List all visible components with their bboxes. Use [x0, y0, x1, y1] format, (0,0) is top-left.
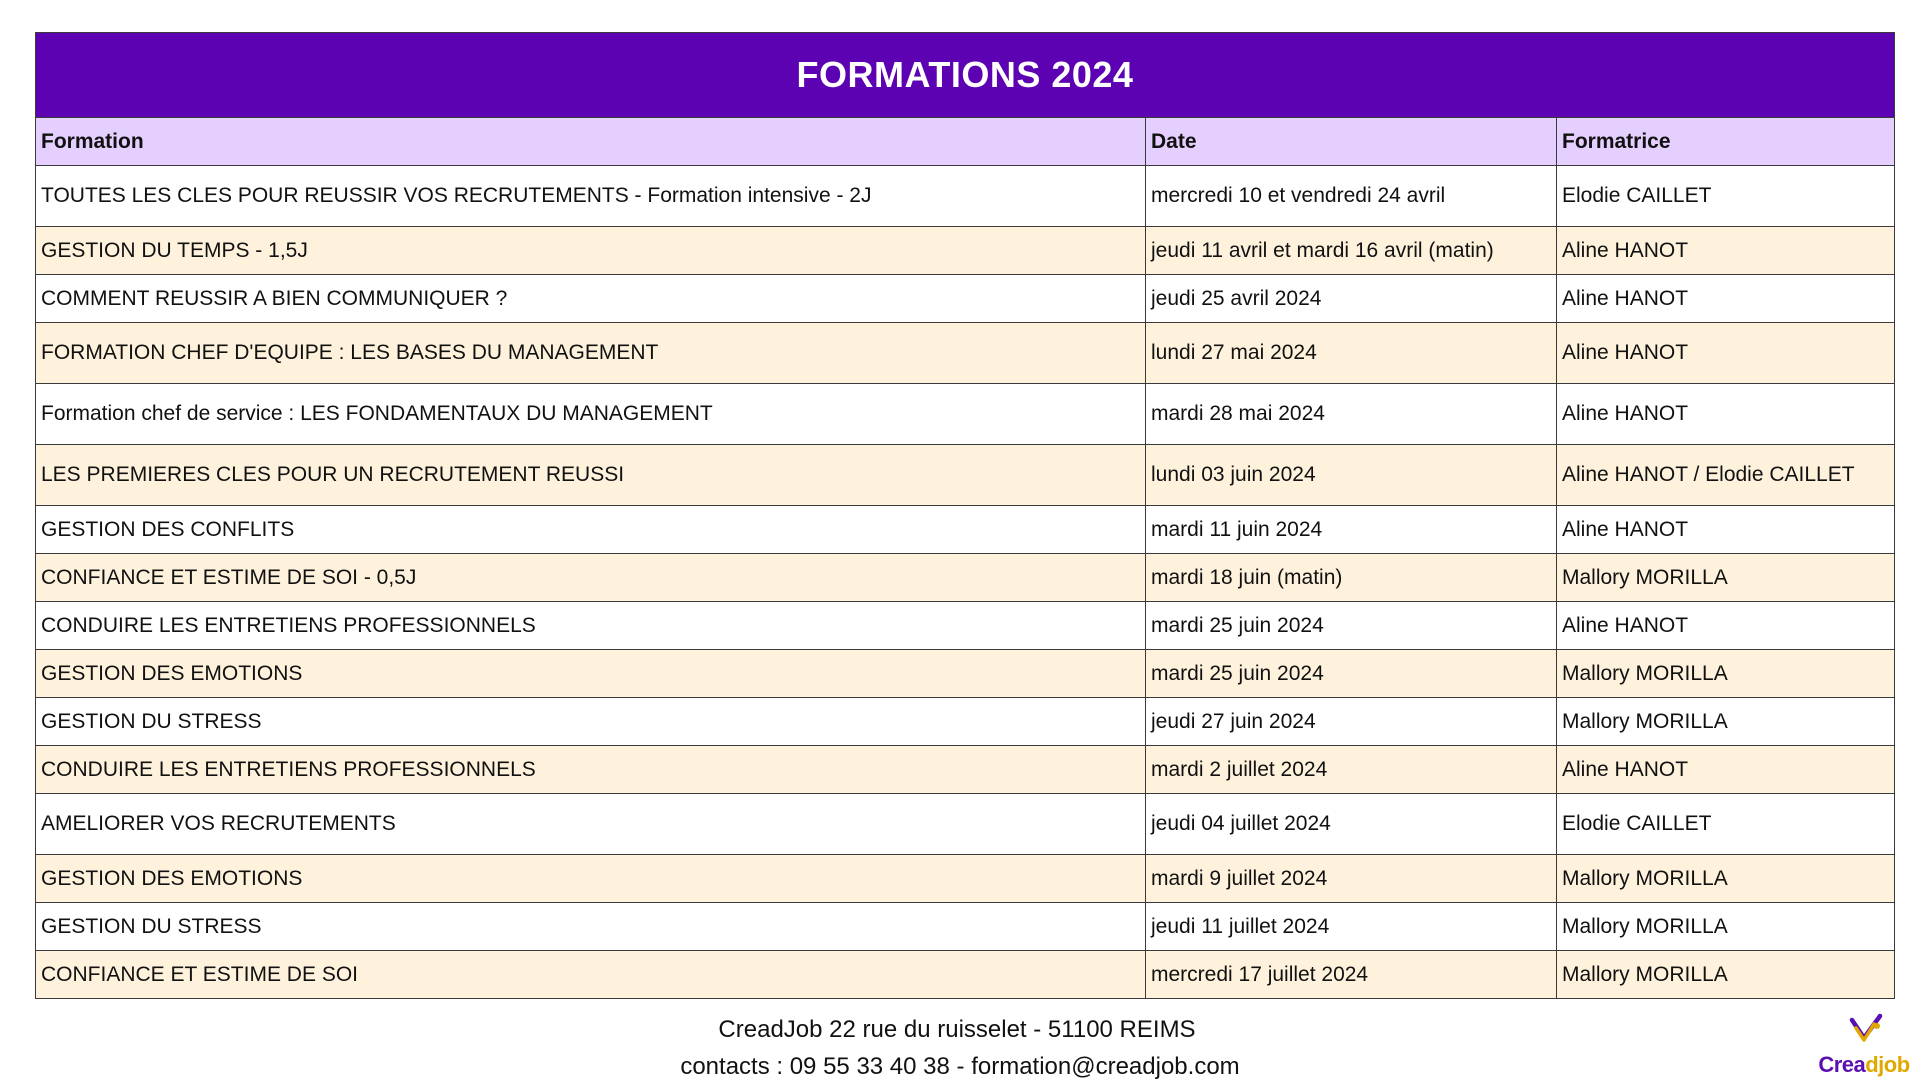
creadjob-logo [1814, 1012, 1914, 1078]
cell-date: mardi 18 juin (matin) [1146, 554, 1557, 602]
cell-formatrice: Mallory MORILLA [1557, 855, 1895, 903]
cell-formation: GESTION DES CONFLITS [36, 506, 1146, 554]
cell-formation: GESTION DU STRESS [36, 698, 1146, 746]
creadjob-check-logo-icon [1846, 1012, 1886, 1048]
table-title: FORMATIONS 2024 [36, 33, 1895, 118]
column-header-formatrice: Formatrice [1557, 118, 1895, 166]
cell-formatrice: Aline HANOT [1557, 506, 1895, 554]
creadjob-logo-text [1814, 1052, 1914, 1078]
cell-date: mardi 25 juin 2024 [1146, 602, 1557, 650]
header-row [36, 118, 1895, 166]
trainings-table-container [35, 32, 1894, 999]
table-row [36, 384, 1895, 445]
table-row [36, 698, 1895, 746]
table-row [36, 794, 1895, 855]
cell-date: jeudi 27 juin 2024 [1146, 698, 1557, 746]
cell-date: jeudi 04 juillet 2024 [1146, 794, 1557, 855]
footer-contacts [0, 1053, 1920, 1080]
table-row [36, 227, 1895, 275]
column-header-date: Date [1146, 118, 1557, 166]
cell-formation: TOUTES LES CLES POUR REUSSIR VOS RECRUTEMENTS - Formation intensive - 2J [36, 166, 1146, 227]
cell-formation: CONFIANCE ET ESTIME DE SOI [36, 951, 1146, 999]
cell-formatrice: Elodie CAILLET [1557, 794, 1895, 855]
footer-contacts-text: contacts : 09 55 33 40 38 - formation@creadjob.com [680, 1053, 1240, 1080]
cell-formatrice: Aline HANOT [1557, 275, 1895, 323]
cell-formatrice: Aline HANOT [1557, 323, 1895, 384]
cell-formatrice: Elodie CAILLET [1557, 166, 1895, 227]
cell-formation: FORMATION CHEF D'EQUIPE : LES BASES DU MANAGEMENT [36, 323, 1146, 384]
cell-formatrice: Mallory MORILLA [1557, 554, 1895, 602]
cell-formatrice: Mallory MORILLA [1557, 951, 1895, 999]
cell-formatrice: Aline HANOT [1557, 746, 1895, 794]
cell-date: mardi 11 juin 2024 [1146, 506, 1557, 554]
cell-formation: CONDUIRE LES ENTRETIENS PROFESSIONNELS [36, 602, 1146, 650]
cell-formatrice: Mallory MORILLA [1557, 650, 1895, 698]
cell-formation: CONDUIRE LES ENTRETIENS PROFESSIONNELS [36, 746, 1146, 794]
cell-date: lundi 27 mai 2024 [1146, 323, 1557, 384]
cell-formation: GESTION DES EMOTIONS [36, 855, 1146, 903]
cell-formation: CONFIANCE ET ESTIME DE SOI - 0,5J [36, 554, 1146, 602]
table-row [36, 554, 1895, 602]
cell-date: jeudi 11 avril et mardi 16 avril (matin) [1146, 227, 1557, 275]
table-row [36, 855, 1895, 903]
table-row [36, 602, 1895, 650]
cell-formation: GESTION DU TEMPS - 1,5J [36, 227, 1146, 275]
table-row [36, 445, 1895, 506]
cell-formation: AMELIORER VOS RECRUTEMENTS [36, 794, 1146, 855]
footer-address [0, 1016, 1920, 1044]
logo-text-part-2: djob [1865, 1052, 1910, 1077]
cell-formatrice: Mallory MORILLA [1557, 698, 1895, 746]
cell-date: mardi 2 juillet 2024 [1146, 746, 1557, 794]
table-row [36, 166, 1895, 227]
footer-address-text: CreadJob 22 rue du ruisselet - 51100 REIMS [718, 1016, 1196, 1043]
title-row [36, 33, 1895, 118]
table-row [36, 951, 1895, 999]
table-row [36, 903, 1895, 951]
cell-formatrice: Aline HANOT / Elodie CAILLET [1557, 445, 1895, 506]
cell-date: mardi 28 mai 2024 [1146, 384, 1557, 445]
cell-formatrice: Aline HANOT [1557, 602, 1895, 650]
table-row [36, 746, 1895, 794]
cell-formation: LES PREMIERES CLES POUR UN RECRUTEMENT REUSSI [36, 445, 1146, 506]
cell-formation: COMMENT REUSSIR A BIEN COMMUNIQUER ? [36, 275, 1146, 323]
cell-date: jeudi 25 avril 2024 [1146, 275, 1557, 323]
table-body [36, 166, 1895, 999]
cell-formatrice: Aline HANOT [1557, 384, 1895, 445]
cell-date: jeudi 11 juillet 2024 [1146, 903, 1557, 951]
cell-date: mardi 9 juillet 2024 [1146, 855, 1557, 903]
logo-text-part-1: Crea [1818, 1052, 1866, 1077]
trainings-table [35, 32, 1895, 999]
cell-date: lundi 03 juin 2024 [1146, 445, 1557, 506]
column-header-formation: Formation [36, 118, 1146, 166]
table-row [36, 275, 1895, 323]
cell-date: mercredi 10 et vendredi 24 avril [1146, 166, 1557, 227]
table-row [36, 506, 1895, 554]
cell-formation: Formation chef de service : LES FONDAMENTAUX DU MANAGEMENT [36, 384, 1146, 445]
cell-formatrice: Aline HANOT [1557, 227, 1895, 275]
cell-formation: GESTION DU STRESS [36, 903, 1146, 951]
cell-date: mercredi 17 juillet 2024 [1146, 951, 1557, 999]
table-row [36, 650, 1895, 698]
cell-date: mardi 25 juin 2024 [1146, 650, 1557, 698]
cell-formation: GESTION DES EMOTIONS [36, 650, 1146, 698]
table-row [36, 323, 1895, 384]
cell-formatrice: Mallory MORILLA [1557, 903, 1895, 951]
